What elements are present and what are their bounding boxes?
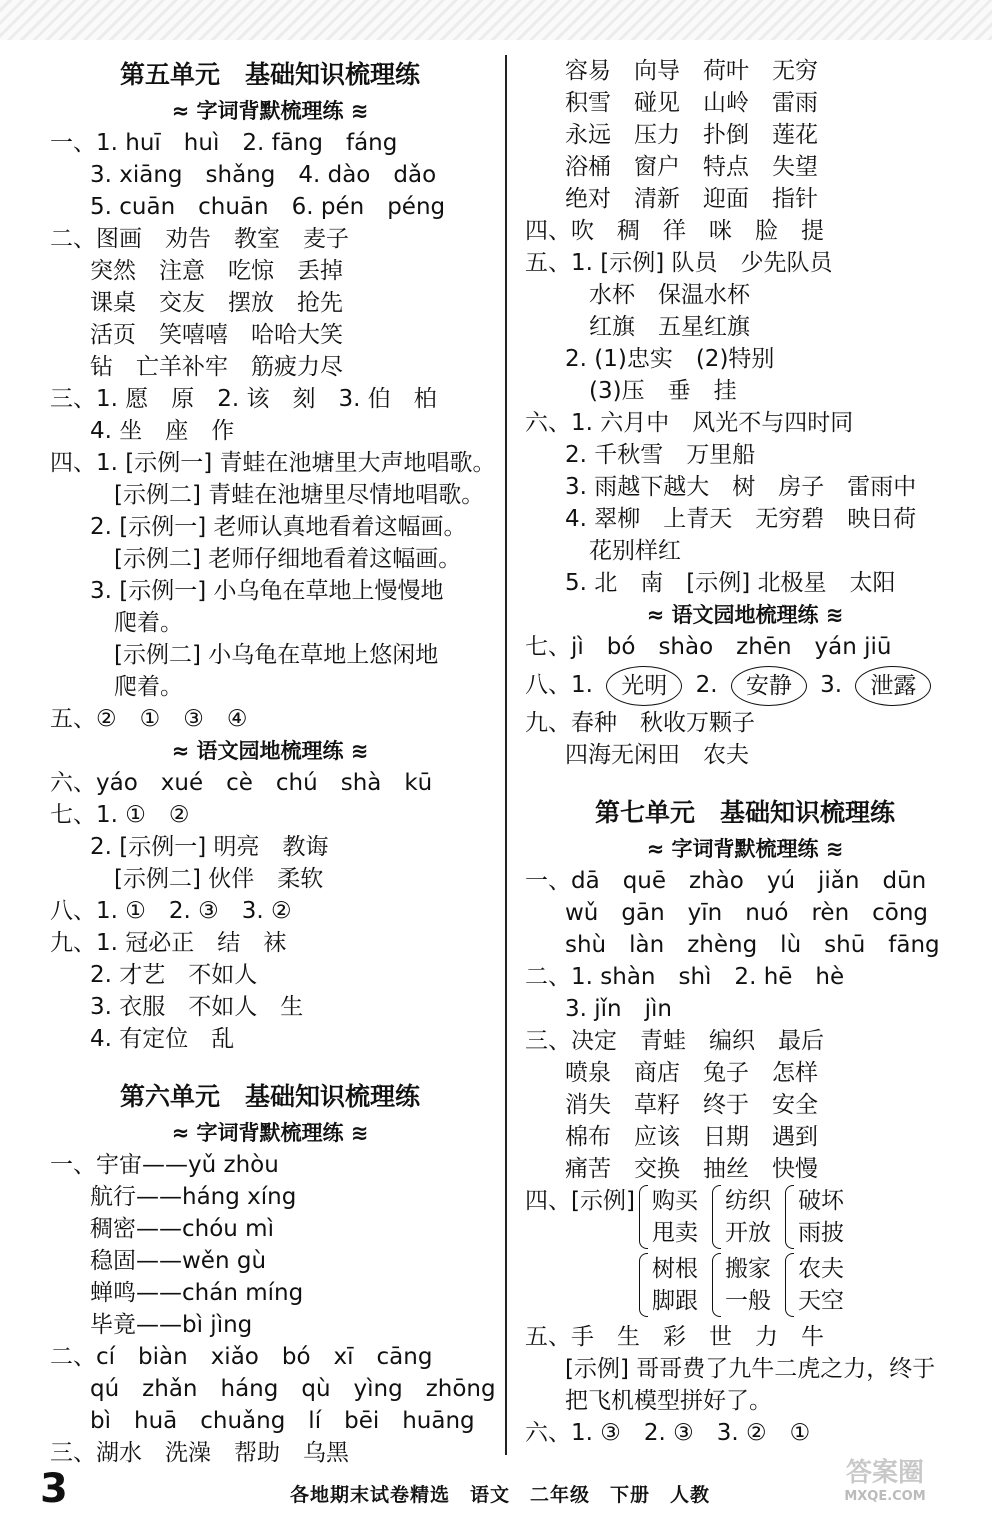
answer-line: 课桌 交友 摆放 抢先 bbox=[90, 290, 343, 316]
unit7-subtitle-words: ≈ 字词背默梳理练 ≋ bbox=[646, 837, 844, 861]
answer-line: (3)压 垂 挂 bbox=[589, 378, 737, 404]
answer-line: qú zhǎn háng qù yìng zhōng bbox=[90, 1376, 496, 1402]
answer-line: 一、dā quē zhào yú jiǎn dūn bbox=[525, 868, 927, 894]
answer-line: 稠密——chóu mì bbox=[90, 1216, 274, 1242]
answer-line: 蝉鸣——chán míng bbox=[90, 1280, 304, 1306]
answer-line: 九、1. 冠必正 结 袜 bbox=[50, 930, 287, 956]
answer-line: 3. jǐn jìn bbox=[565, 996, 672, 1022]
answer-line: 钻 亡羊补牢 筋疲力尽 bbox=[90, 354, 343, 380]
answer-line: 五、1. [示例] 队员 少先队员 bbox=[525, 250, 833, 276]
answer-line: 三、湖水 洗澡 帮助 乌黑 bbox=[50, 1440, 349, 1466]
answer-line: [示例二] 青蛙在池塘里尽情地唱歌。 bbox=[114, 482, 485, 508]
answer-line: 一、宇宙——yǔ zhòu bbox=[50, 1152, 279, 1178]
watermark-logo: 答案圈 bbox=[845, 1458, 924, 1488]
answer-line: 航行——háng xíng bbox=[90, 1184, 297, 1210]
column-divider bbox=[505, 55, 507, 1455]
answer-line: 绝对 清新 迎面 指针 bbox=[565, 186, 818, 212]
circled-word: 光明 bbox=[606, 666, 682, 706]
answer-line: 水杯 保温水杯 bbox=[589, 282, 750, 308]
circled-word: 安静 bbox=[731, 666, 807, 706]
answer-line: 六、yáo xué cè chú shà kū bbox=[50, 770, 433, 796]
answer-line: 九、春种 秋收万颗子 bbox=[525, 710, 755, 736]
answer-line: shù làn zhèng lù shū fāng bbox=[565, 932, 940, 958]
answer-line: 2. [示例一] 老师认真地看着这幅画。 bbox=[90, 514, 467, 540]
answer-line: 2. 千秋雪 万里船 bbox=[565, 442, 756, 468]
answer-line: 容易 向导 荷叶 无穷 bbox=[565, 58, 818, 84]
answer-line: [示例二] 伙伴 柔软 bbox=[114, 866, 324, 892]
answer-line: 四、吹 稠 徉 咪 脸 提 bbox=[525, 218, 824, 244]
answer-line: 爬着。 bbox=[114, 674, 183, 700]
answer-line: 4. 翠柳 上青天 无穷碧 映日荷 bbox=[565, 506, 917, 532]
answer-line: [示例二] 老师仔细地看着这幅画。 bbox=[114, 546, 462, 572]
brace-group: 农夫 天空 bbox=[785, 1253, 844, 1317]
answer-line: 永远 压力 扑倒 莲花 bbox=[565, 122, 818, 148]
footer-text: 各地期末试卷精选 语文 二年级 下册 人教 bbox=[290, 1484, 711, 1506]
answer-line: bì huā chuǎng lí bēi huāng bbox=[90, 1408, 475, 1434]
answer-line: 二、图画 劝告 教室 麦子 bbox=[50, 226, 349, 252]
answer-line: 浴桶 窗户 特点 失望 bbox=[565, 154, 818, 180]
answer-line: 八、1. ① 2. ③ 3. ② bbox=[50, 898, 292, 924]
left-column bbox=[50, 55, 496, 1469]
answer-line-circled: 八、1. 光明 2. 安静 3. 泄露 bbox=[525, 663, 965, 707]
answer-line: 5. 北 南 [示例] 北极星 太阳 bbox=[565, 570, 896, 596]
answer-line: 花别样红 bbox=[589, 538, 681, 564]
watermark bbox=[810, 1452, 960, 1522]
answer-line: 红旗 五星红旗 bbox=[589, 314, 750, 340]
answer-line: 4. 有定位 乱 bbox=[90, 1026, 235, 1052]
answer-line: 痛苦 交换 抽丝 快慢 bbox=[565, 1156, 818, 1182]
answer-line: 五、手 生 彩 世 力 牛 bbox=[525, 1324, 824, 1350]
answer-line: 3. 衣服 不如人 生 bbox=[90, 994, 304, 1020]
brace-group: 搬家 一般 bbox=[712, 1253, 771, 1317]
right-column bbox=[525, 55, 965, 1449]
answer-line: 棉布 应该 日期 遇到 bbox=[565, 1124, 818, 1150]
answer-line: 把飞机模型拼好了。 bbox=[565, 1388, 772, 1414]
answer-line: [示例二] 小乌龟在草地上悠闲地 bbox=[114, 642, 439, 668]
page-number: 3 bbox=[40, 1466, 68, 1512]
answer-line: [示例] 哥哥费了九牛二虎之力，终于 bbox=[565, 1356, 936, 1382]
answer-line: 四海无闲田 农夫 bbox=[565, 742, 749, 768]
brace-group: 破坏 雨披 bbox=[785, 1185, 844, 1249]
answer-line: wǔ gān yīn nuó rèn cōng bbox=[565, 900, 929, 926]
answer-line: 七、1. ① ② bbox=[50, 802, 190, 828]
answer-line: 喷泉 商店 兔子 怎样 bbox=[565, 1060, 818, 1086]
brace-group: 纺织 开放 bbox=[712, 1185, 771, 1249]
answer-line: 四、1. [示例一] 青蛙在池塘里大声地唱歌。 bbox=[50, 450, 496, 476]
unit5-subtitle-garden: ≈ 语文园地梳理练 ≋ bbox=[171, 739, 369, 763]
answer-line: 3. xiāng shǎng 4. dào dǎo bbox=[90, 162, 437, 188]
top-decorative-band bbox=[0, 0, 992, 40]
unit7-title: 第七单元 基础知识梳理练 bbox=[594, 798, 895, 827]
brace-group: 树根 脚跟 bbox=[639, 1253, 698, 1317]
unit6-subtitle-garden: ≈ 语文园地梳理练 ≋ bbox=[646, 603, 844, 627]
answer-line: 活页 笑嘻嘻 哈哈大笑 bbox=[90, 322, 343, 348]
answer-line: 3. 雨越下越大 树 房子 雷雨中 bbox=[565, 474, 917, 500]
answer-line: 稳固——wěn gù bbox=[90, 1248, 267, 1274]
unit5-subtitle-words: ≈ 字词背默梳理练 ≋ bbox=[171, 99, 369, 123]
answer-line: 突然 注意 吃惊 丢掉 bbox=[90, 258, 343, 284]
answer-line: 六、1. 六月中 风光不与四时同 bbox=[525, 410, 854, 436]
answer-line: 毕竟——bì jìng bbox=[90, 1312, 253, 1338]
brace-group: 购买 甩卖 bbox=[639, 1185, 698, 1249]
unit5-title: 第五单元 基础知识梳理练 bbox=[119, 60, 420, 89]
unit6-title: 第六单元 基础知识梳理练 bbox=[119, 1082, 420, 1111]
answer-line: 积雪 碰见 山岭 雷雨 bbox=[565, 90, 818, 116]
answer-line: 三、1. 愿 原 2. 该 刻 3. 伯 柏 bbox=[50, 386, 437, 412]
answer-line: 2. (1)忠实 (2)特别 bbox=[565, 346, 775, 372]
answer-line: 一、1. huī huì 2. fāng fáng bbox=[50, 130, 398, 156]
answer-line: 4. 坐 座 作 bbox=[90, 418, 235, 444]
unit6-subtitle-words: ≈ 字词背默梳理练 ≋ bbox=[171, 1121, 369, 1145]
answer-line: 2. [示例一] 明亮 教诲 bbox=[90, 834, 329, 860]
answer-line: 5. cuān chuān 6. pén péng bbox=[90, 194, 446, 220]
answer-line: 2. 才艺 不如人 bbox=[90, 962, 258, 988]
watermark-url: MXQE.COM bbox=[844, 1489, 926, 1504]
answer-line: 二、1. shàn shì 2. hē hè bbox=[525, 964, 845, 990]
answer-line: 消失 草籽 终于 安全 bbox=[565, 1092, 818, 1118]
answer-line: 三、决定 青蛙 编织 最后 bbox=[525, 1028, 824, 1054]
answer-line: 七、jì bó shào zhēn yán jiū bbox=[525, 634, 892, 660]
answer-line: 四、[示例] bbox=[525, 1188, 635, 1214]
answer-line: 六、1. ③ 2. ③ 3. ② ① bbox=[525, 1420, 811, 1446]
answer-line: 五、② ① ③ ④ bbox=[50, 706, 248, 732]
brace-groups-row bbox=[525, 1185, 965, 1321]
answer-line: 二、cí biàn xiǎo bó xī cāng bbox=[50, 1344, 433, 1370]
circled-word: 泄露 bbox=[855, 666, 931, 706]
answer-line: 爬着。 bbox=[114, 610, 183, 636]
answer-line: 3. [示例一] 小乌龟在草地上慢慢地 bbox=[90, 578, 444, 604]
